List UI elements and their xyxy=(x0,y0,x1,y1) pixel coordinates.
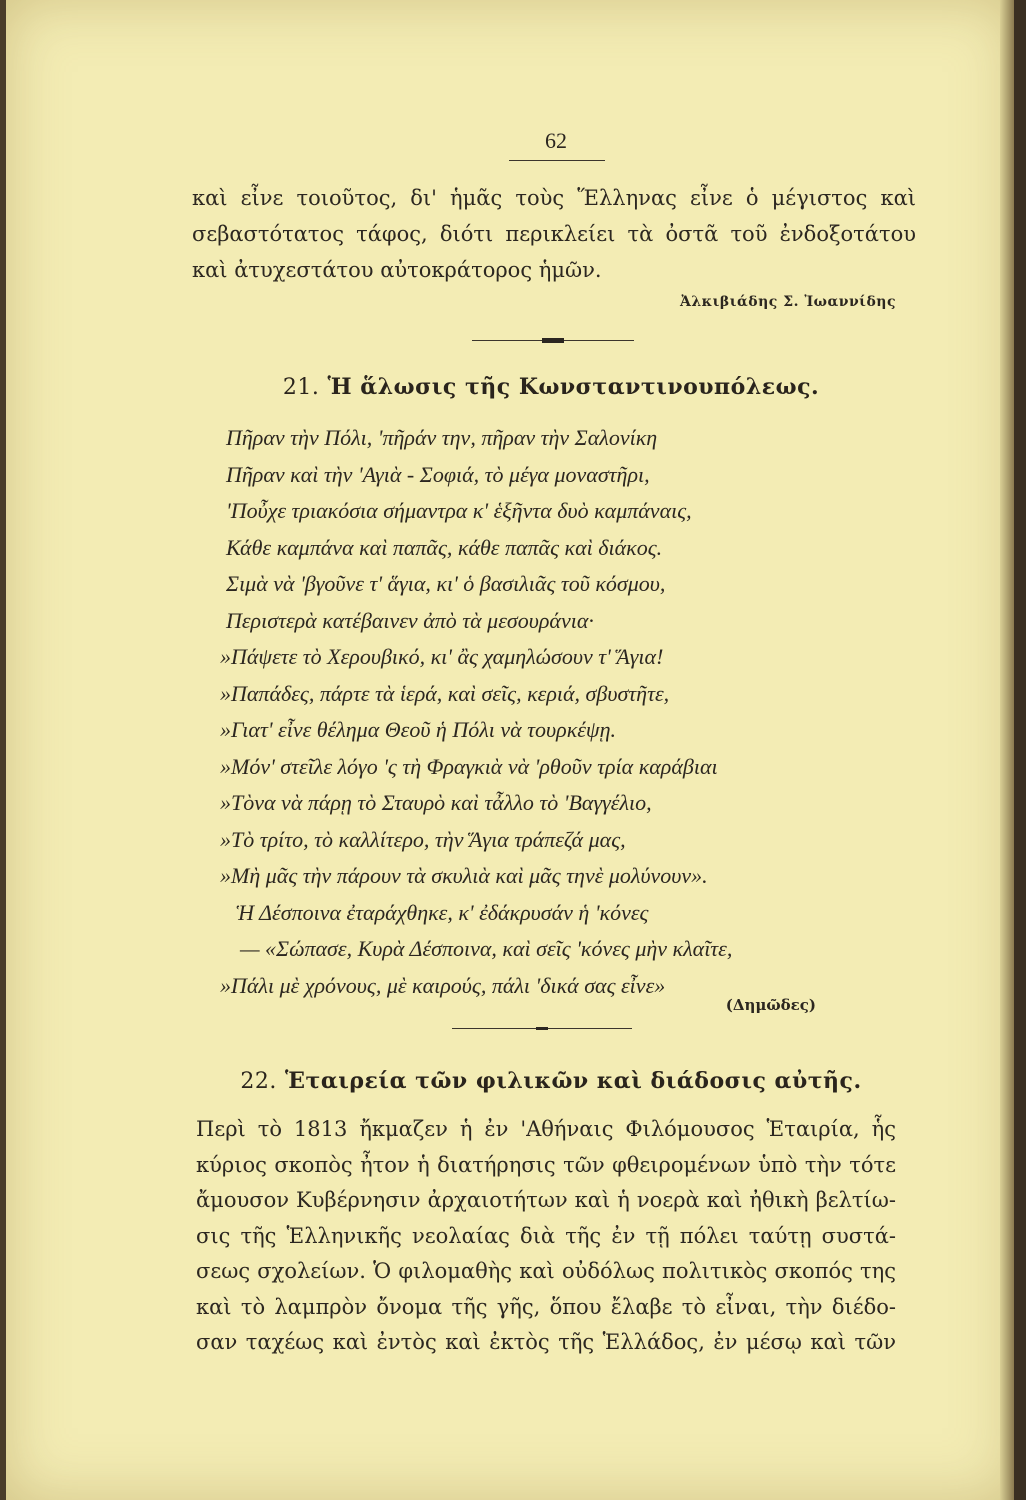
intro-line: καὶ ἀτυχεστάτου αὐτοκράτορος ἡμῶν. xyxy=(192,258,602,282)
poem-verse: »Μόν' στεῖλε λόγο 'ς τὴ Φραγκιὰ νὰ 'ρθοῦν τρία καράβιαι xyxy=(220,753,718,779)
section-22-heading xyxy=(6,1068,1026,1094)
poem-verse: Κάθε καμπάνα καὶ παπᾶς, κάθε παπᾶς καὶ διάκος. xyxy=(226,534,663,560)
section-21-number: 21. xyxy=(282,375,320,400)
paragraph-line: σαν ταχέως καὶ ἐντὸς καὶ ἐκτὸς τῆς Ἑλλάδος, ἐν μέσῳ καὶ τῶν xyxy=(196,1330,896,1354)
paragraph-line: σις τῆς Ἑλληνικῆς νεολαίας διὰ τῆς ἐν τῇ πόλει ταύτῃ συστά- xyxy=(196,1223,896,1248)
paragraph-line: ἄμουσον Κυβέρνησιν ἀρχαιοτήτων καὶ ἡ νοερὰ καὶ ἠθικὴ βελτίω- xyxy=(196,1188,896,1212)
poem-verse: Σιμὰ νὰ 'βγοῦνε τ' ἅγια, κι' ὁ βασιλιᾶς τοῦ κόσμου, xyxy=(226,571,666,596)
poem-source: (Δημῶδες) xyxy=(725,996,816,1014)
intro-paragraph xyxy=(192,180,916,288)
book-page xyxy=(6,0,1014,1500)
paragraph-line: καὶ τὸ λαμπρὸν ὄνομα τῆς γῆς, ὅπου ἔλαβε τὸ εἶναι, τὴν διέδο- xyxy=(196,1294,896,1319)
section-22-number: 22. xyxy=(240,1069,277,1094)
poem-verse: »Μὴ μᾶς τὴν πάρουν τὰ σκυλιὰ καὶ μᾶς τηνὲ μολύνουν». xyxy=(220,863,708,888)
poem-verse: Ἡ Δέσποινα ἐταράχθηκε, κ' ἐδάκρυσάν ἡ 'κόνες xyxy=(236,899,649,925)
intro-line: καὶ εἶνε τοιοῦτος, δι' ἡμᾶς τοὺς Ἕλληνας εἶνε ὁ μέγιστος καὶ xyxy=(192,186,916,210)
poem-verse: »Πάψετε τὸ Χερουβικό, κι' ἂς χαμηλώσουν τ' Ἅγια! xyxy=(220,644,664,669)
poem-verse: Πῆραν τὴν Πόλι, 'πῆράν την, πῆραν τὴν Σαλονίκη xyxy=(226,425,658,450)
separator-ornament xyxy=(542,338,564,343)
poem xyxy=(220,420,886,1004)
poem-verse: »Πάλι μὲ χρόνους, μὲ καιρούς, πάλι 'δικά σας εἶνε» xyxy=(220,972,666,998)
poem-verse: — «Σώπασε, Κυρὰ Δέσποινα, καὶ σεῖς 'κόνες μὴν κλαῖτε, xyxy=(240,936,733,961)
poem-verse: »Γιατ' εἶνε θέλημα Θεοῦ ἡ Πόλι νὰ τουρκέψῃ. xyxy=(220,717,617,742)
separator-ornament xyxy=(536,1027,548,1030)
poem-verse: 'Ποὖχε τριακόσια σήμαντρα κ' ἑξῆντα δυὸ καμπάναις, xyxy=(226,498,692,523)
page-right-edge xyxy=(1000,0,1014,1500)
poem-verse: Περιστερὰ κατέβαινεν ἀπὸ τὰ μεσουράνια· xyxy=(226,607,594,633)
section-21-heading xyxy=(6,374,1026,400)
page-number-rule xyxy=(509,160,605,161)
section-22-title: Ἑταιρεία τῶν φιλικῶν καὶ διάδοσις αὐτῆς. xyxy=(285,1068,862,1094)
poem-verse: »Τὸ τρίτο, τὸ καλλίτερο, τὴν Ἅγια τράπεζά μας, xyxy=(220,826,626,852)
poem-verse: Πῆραν καὶ τὴν 'Αγιὰ - Σοφιά, τὸ μέγα μοναστῆρι, xyxy=(226,461,650,487)
page-number: 62 xyxy=(545,128,567,153)
author-signature: Ἀλκιβιάδης Σ. Ἰωαννίδης xyxy=(679,294,896,310)
poem-verse: »Τὸνα νὰ πάρῃ τὸ Σταυρὸ καὶ τἆλλο τὸ 'Βαγγέλιο, xyxy=(220,790,652,815)
section-separator xyxy=(452,1028,632,1029)
section-separator xyxy=(472,340,634,341)
section-21-title: Ἡ ἅλωσις τῆς Κωνσταντινουπόλεως. xyxy=(327,374,820,400)
section-22-paragraph xyxy=(196,1112,896,1361)
intro-line: σεβαστότατος τάφος, διότι περικλείει τὰ ὀστᾶ τοῦ ἐνδοξοτάτου xyxy=(192,222,916,246)
poem-verse: »Παπάδες, πάρτε τὰ ἱερά, καὶ σεῖς, κεριά, σβυστῆτε, xyxy=(220,680,670,706)
paragraph-line: κύριος σκοπὸς ἦτον ἡ διατήρησις τῶν φθειρομένων ὑπὸ τὴν τότε xyxy=(196,1152,896,1177)
paragraph-line: Περὶ τὸ 1813 ἤκμαζεν ἡ ἐν 'Αθήναις Φιλόμουσος Ἑταιρία, ἧς xyxy=(196,1117,896,1141)
paragraph-line: σεως σχολείων. Ὁ φιλομαθὴς καὶ οὐδόλως πολιτικὸς σκοπός της xyxy=(196,1259,896,1283)
